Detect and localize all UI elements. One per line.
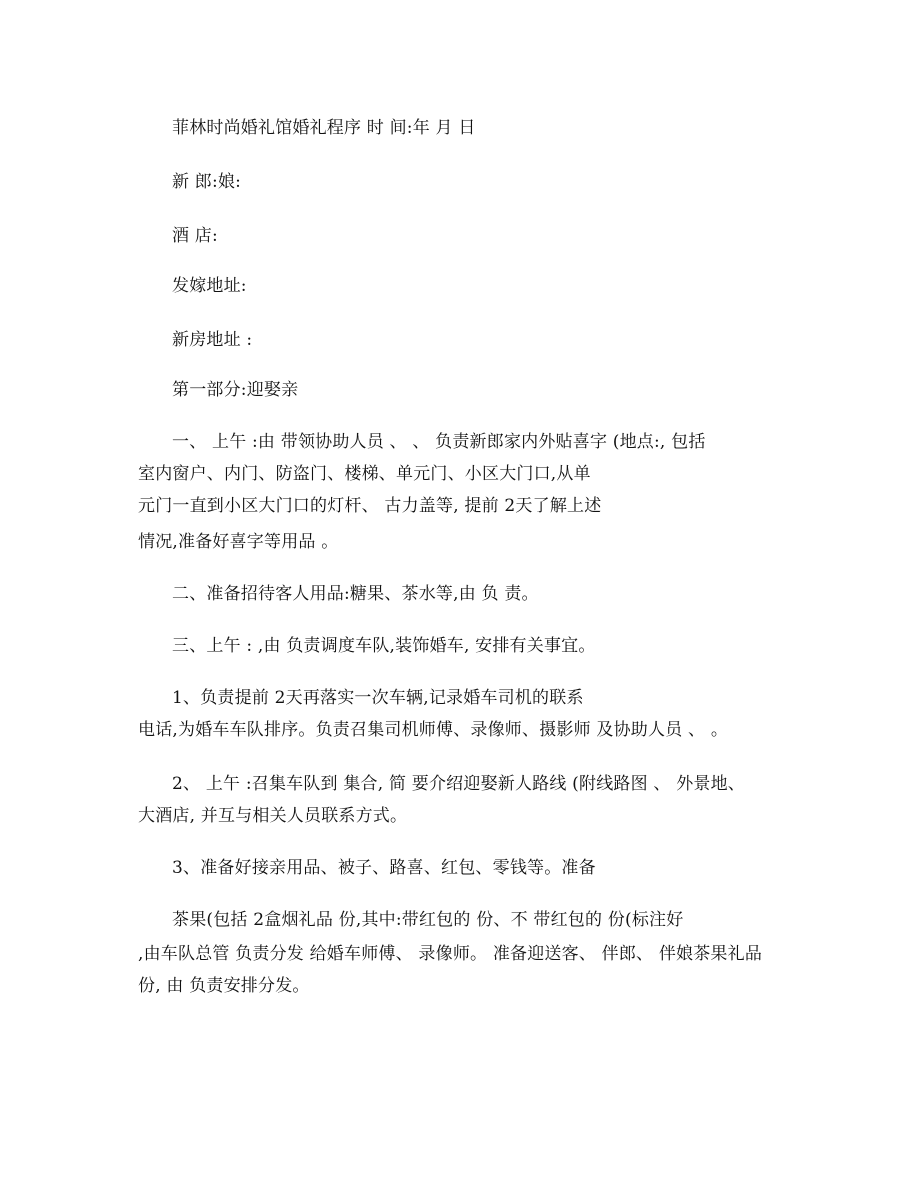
item-2-line-2: 大酒店, 并互与相关人员联系方式。 xyxy=(138,806,408,826)
bride-address-line: 发嫁地址: xyxy=(172,276,247,296)
item-3-line-4: 份, 由 负责安排分发。 xyxy=(138,976,310,996)
item-1-line-1: 1、负责提前 2天再落实一次车辆,记录婚车司机的联系 xyxy=(172,688,584,708)
paragraph-1-line-4: 情况,准备好喜字等用品 。 xyxy=(138,532,339,552)
item-1-line-2: 电话,为婚车车队排序。负责召集司机师傅、录像师、摄影师 及协助人员 、 。 xyxy=(138,720,729,740)
document-title: 菲林时尚婚礼馆婚礼程序 时 间:年 月 日 xyxy=(172,118,476,138)
new-home-address-line: 新房地址 : xyxy=(172,330,253,350)
item-3-line-1: 3、准备好接亲用品、被子、路喜、红包、零钱等。准备 xyxy=(172,858,596,878)
hotel-line: 酒 店: xyxy=(172,226,218,246)
section-heading: 第一部分:迎娶亲 xyxy=(172,380,299,400)
paragraph-1-line-2: 室内窗户、内门、防盗门、楼梯、单元门、小区大门口,从单 xyxy=(138,464,591,484)
paragraph-3: 三、上午 : ,由 负责调度车队,装饰婚车, 安排有关事宜。 xyxy=(172,636,596,656)
item-2-line-1: 2、 上午 :召集车队到 集合, 简 要介绍迎娶新人路线 (附线路图 、 外景地、 xyxy=(172,774,746,794)
paragraph-2: 二、准备招待客人用品:糖果、茶水等,由 负 责。 xyxy=(172,584,539,604)
paragraph-1-line-3: 元门一直到小区大门口的灯杆、 古力盖等, 提前 2天了解上述 xyxy=(138,496,602,516)
item-3-line-3: ,由车队总管 负责分发 给婚车师傅、 录像师。 准备迎送客、 伴郎、 伴娘茶果礼品 xyxy=(138,944,763,964)
groom-bride-line: 新 郎:娘: xyxy=(172,172,242,192)
paragraph-1-line-1: 一、 上午 :由 带领协助人员 、 、 负责新郎家内外贴喜字 (地点:, 包括 xyxy=(172,432,706,452)
item-3-line-2: 茶果(包括 2盒烟礼品 份,其中:带红包的 份、不 带红包的 份(标注好 xyxy=(172,910,684,930)
